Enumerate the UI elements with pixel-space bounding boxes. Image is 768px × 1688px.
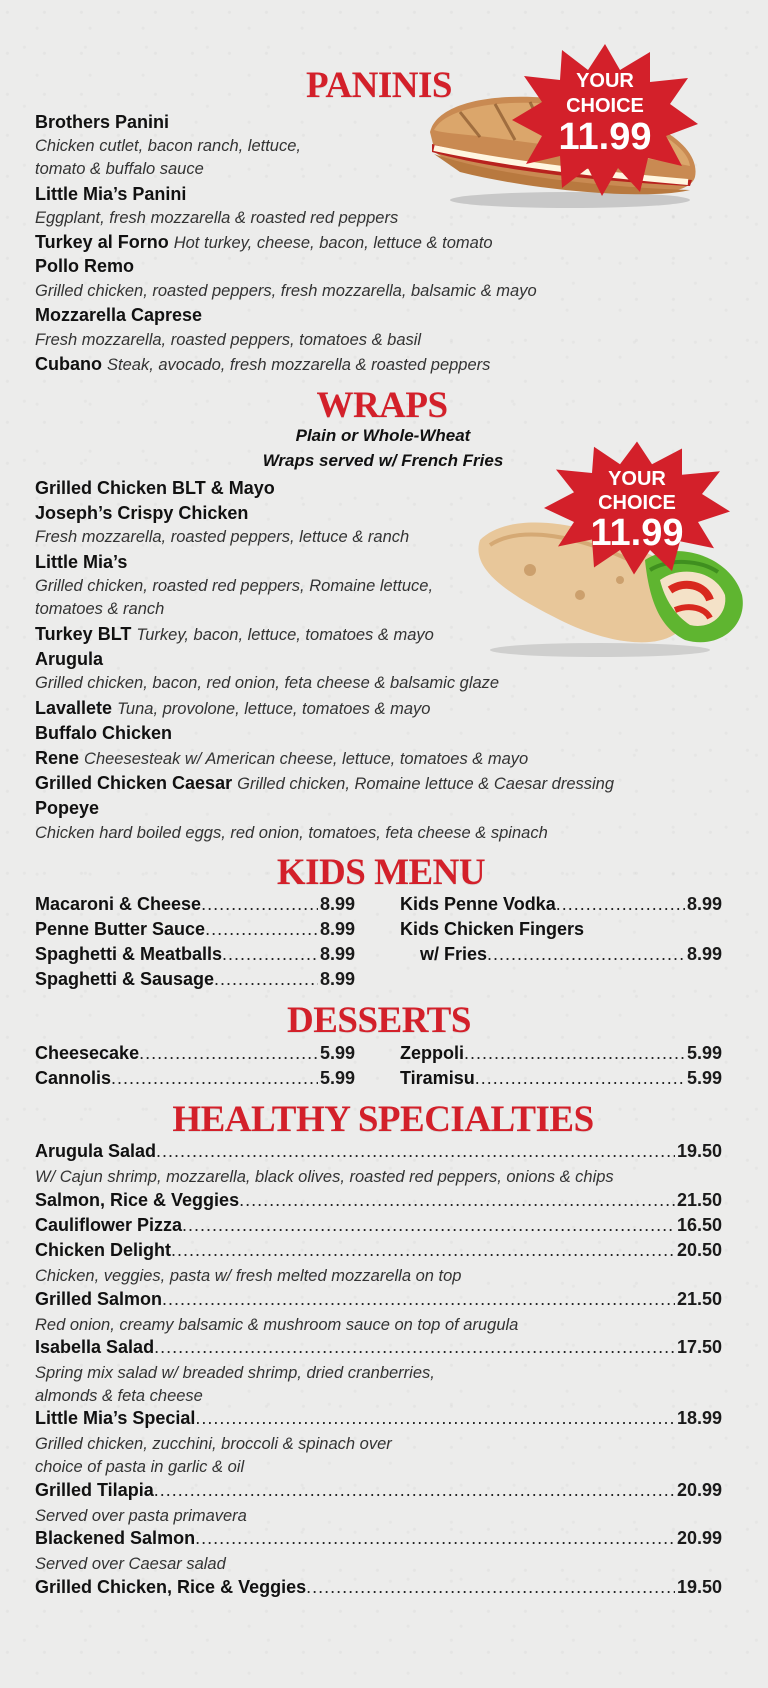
section-title-healthy-specialties: HEALTHY SPECIALTIES [172,1099,594,1140]
menu-item-desc: Grilled chicken, bacon, red onion, feta cheese & balsamic glaze [35,674,500,692]
menu-item: Tiramisu ..... 5.99 [400,1068,722,1089]
menu-item-desc: Red onion, creamy balsamic & mushroom sauce on top of arugula [35,1316,519,1334]
menu-item-desc: almonds & feta cheese [35,1387,203,1405]
menu-item: Chicken Delight ..... 20.50 [35,1240,722,1261]
menu-item-desc: Chicken, veggies, pasta w/ fresh melted mozzarella on top [35,1267,462,1285]
menu-item: Blackened Salmon ..... 20.99 [35,1528,722,1549]
menu-item-desc: Grilled chicken, roasted peppers, fresh mozzarella, balsamic & mayo [35,282,537,300]
badge-choice: CHOICE [566,95,644,117]
menu-item: Little Mia’s Special ..... 18.99 [35,1408,722,1429]
menu-item-desc: Grilled chicken, roasted red peppers, Romaine lettuce, [35,577,434,595]
menu-item: Cubano Steak, avocado, fresh mozzarella & roasted peppers [35,354,491,374]
menu-item: Joseph’s Crispy Chicken [35,503,249,523]
menu-item-desc: Chicken hard boiled eggs, red onion, tomatoes, feta cheese & spinach [35,824,548,842]
menu-item: Cannolis ..... 5.99 [35,1068,355,1089]
menu-item-desc: tomato & buffalo sauce [35,160,204,178]
menu-item: Brothers Panini [35,112,170,132]
menu-item: Turkey BLT Turkey, bacon, lettuce, tomatoes & mayo [35,624,434,644]
menu-item-desc: Fresh mozzarella, roasted peppers, lettuce & ranch [35,528,410,546]
badge-your: YOUR [576,70,634,92]
menu-item: Grilled Chicken Caesar Grilled chicken, Romaine lettuce & Caesar dressing [35,773,615,793]
menu-item-desc: Served over pasta primavera [35,1507,247,1525]
menu-item-desc: tomatoes & ranch [35,600,165,618]
menu-item: Grilled Tilapia ..... 20.99 [35,1480,722,1501]
menu-item: Little Mia’s [35,552,128,572]
menu-item: Spaghetti & Sausage ..... 8.99 [35,969,355,990]
menu-item-desc: Spring mix salad w/ breaded shrimp, dried cranberries, [35,1364,435,1382]
menu-item-desc: Eggplant, fresh mozzarella & roasted red peppers [35,209,399,227]
menu-item: Grilled Chicken, Rice & Veggies ..... 19.50 [35,1577,722,1598]
menu-item: Arugula [35,649,104,669]
badge-price: 11.99 [590,512,684,554]
menu-item-desc: Fresh mozzarella, roasted peppers, tomatoes & basil [35,331,422,349]
menu-item: Penne Butter Sauce ..... 8.99 [35,919,355,940]
menu-item: Lavallete Tuna, provolone, lettuce, tomatoes & mayo [35,698,431,718]
menu-item: Kids Penne Vodka ..... 8.99 [400,894,722,915]
menu-item: Cheesecake ..... 5.99 [35,1043,355,1064]
menu-item: Salmon, Rice & Veggies ..... 21.50 [35,1190,722,1211]
menu-item-desc: Grilled chicken, zucchini, broccoli & spinach over [35,1435,392,1453]
menu-item: Zeppoli ..... 5.99 [400,1043,722,1064]
menu-item: Little Mia’s Panini [35,184,187,204]
menu-item-desc: Chicken cutlet, bacon ranch, lettuce, [35,137,301,155]
menu-item: Popeye [35,798,100,818]
badge-your: YOUR [608,468,666,490]
menu-item: Isabella Salad ..... 17.50 [35,1337,722,1358]
menu-item-desc: choice of pasta in garlic & oil [35,1458,245,1476]
menu-item: Arugula Salad ..... 19.50 [35,1141,722,1162]
menu-item: Mozzarella Caprese [35,305,203,325]
menu-item: w/ Fries ..... 8.99 [420,944,722,965]
menu-item: Cauliflower Pizza ..... 16.50 [35,1215,722,1236]
menu-item: Kids Chicken Fingers [400,919,585,939]
menu-item: Buffalo Chicken [35,723,173,743]
menu-item-desc: W/ Cajun shrimp, mozzarella, black olives, roasted red peppers, onions & chips [35,1168,614,1186]
wraps-subtitle: Plain or Whole-Wheat [295,426,471,445]
section-title-desserts: DESSERTS [287,1000,471,1041]
menu-item-desc: Served over Caesar salad [35,1555,226,1573]
menu-item: Grilled Chicken BLT & Mayo [35,478,275,498]
section-title-wraps: WRAPS [316,385,448,426]
section-title-kids-menu: KIDS MENU [276,852,486,893]
menu-item: Turkey al Forno Hot turkey, cheese, bacon, lettuce & tomato [35,232,493,252]
menu-item: Grilled Salmon ..... 21.50 [35,1289,722,1310]
menu-item: Macaroni & Cheese ..... 8.99 [35,894,355,915]
menu-item: Pollo Remo [35,256,135,276]
badge-price: 11.99 [558,116,652,158]
wraps-subtitle: Wraps served w/ French Fries [262,451,504,470]
menu-item: Spaghetti & Meatballs ..... 8.99 [35,944,355,965]
section-title-paninis: PANINIS [306,65,452,106]
badge-choice: CHOICE [598,492,676,514]
menu-item: Rene Cheesesteak w/ American cheese, lettuce, tomatoes & mayo [35,748,529,768]
